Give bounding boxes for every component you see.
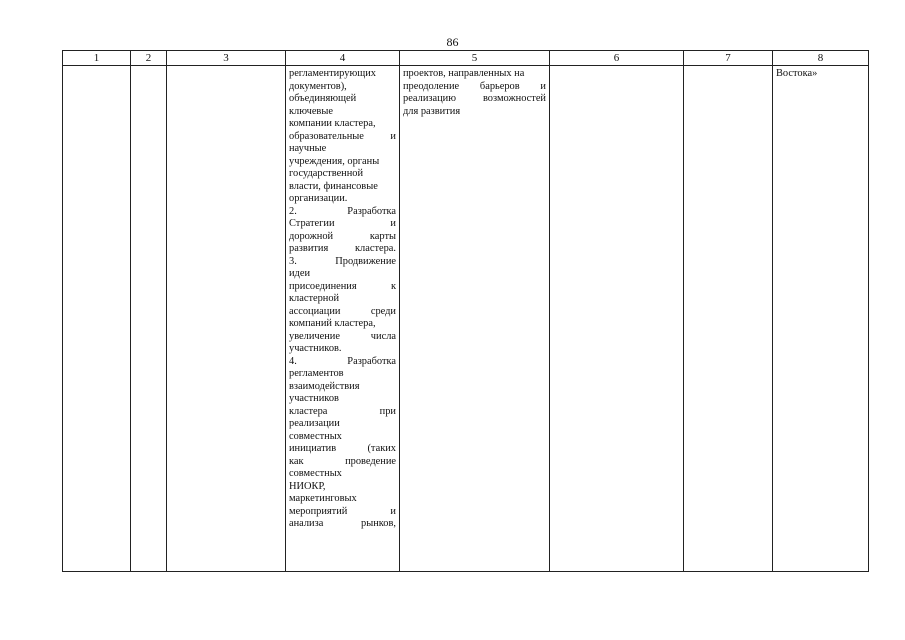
- text-line: реализацию возможностей: [403, 93, 546, 104]
- text-line: Востока»: [776, 68, 818, 79]
- text-line: ключевые: [289, 105, 333, 117]
- column-header-2: 2: [131, 51, 167, 66]
- table-row: [63, 66, 869, 572]
- column-header-6: 6: [550, 51, 684, 66]
- text-line: учреждения, органы: [289, 155, 380, 167]
- column-header-1: 1: [63, 51, 131, 66]
- text-line: кластера при: [289, 405, 396, 417]
- text-line: Стратегии и: [289, 218, 396, 229]
- column-header-4: 4: [286, 51, 400, 66]
- text-line: реализации: [289, 418, 340, 429]
- text-line: совместных: [289, 468, 342, 479]
- text-line: для развития: [403, 105, 461, 117]
- column-header-5: 5: [400, 51, 550, 66]
- text-line: документов),: [289, 80, 347, 92]
- text-line: организации.: [289, 193, 348, 204]
- col5-text: [400, 66, 549, 118]
- text-line: 4. Разработка: [289, 355, 396, 367]
- text-line: регламентов: [289, 368, 344, 379]
- table-header-row: [63, 51, 869, 66]
- text-line: 2. Разработка: [289, 205, 396, 217]
- text-line: проектов, направленных на: [403, 68, 525, 79]
- column-header-8: 8: [773, 51, 869, 66]
- document-table: [62, 50, 869, 572]
- text-line: развития кластера.: [289, 243, 396, 254]
- text-line: 3. Продвижение: [289, 255, 396, 267]
- text-line: НИОКР,: [289, 480, 326, 492]
- cell-col-2: [131, 66, 167, 572]
- text-line: взаимодействия: [289, 380, 360, 392]
- cell-col-5: [400, 66, 550, 572]
- text-line: научные: [289, 143, 327, 154]
- text-line: образовательные и: [289, 130, 396, 142]
- col4-text: [286, 66, 399, 531]
- text-line: идеи: [289, 268, 311, 279]
- text-line: маркетинговых: [289, 493, 357, 504]
- text-line: как проведение: [289, 455, 396, 467]
- text-line: кластерной: [289, 293, 340, 304]
- text-line: увеличение числа: [289, 330, 396, 342]
- col8-text: [773, 66, 868, 81]
- text-line: компании кластера,: [289, 118, 376, 129]
- page-number: 86: [446, 35, 459, 49]
- text-line: власти, финансовые: [289, 180, 378, 192]
- text-line: совместных: [289, 430, 342, 442]
- cell-col-6: [550, 66, 684, 572]
- cell-col-4: [286, 66, 400, 572]
- column-header-3: 3: [167, 51, 286, 66]
- cell-col-1: [63, 66, 131, 572]
- text-line: компаний кластера,: [289, 318, 376, 329]
- text-line: инициатив (таких: [289, 443, 396, 454]
- text-line: ассоциации среди: [289, 305, 396, 317]
- text-line: дорожной карты: [289, 230, 396, 242]
- text-line: государственной: [289, 168, 364, 179]
- text-line: мероприятий и: [289, 505, 396, 517]
- text-line: присоединения к: [289, 280, 396, 292]
- text-line: участников.: [289, 343, 342, 354]
- cell-col-3: [167, 66, 286, 572]
- text-line: преодоление барьеров и: [403, 80, 546, 92]
- cell-col-7: [684, 66, 773, 572]
- text-line: анализа рынков,: [289, 518, 396, 529]
- cell-col-8: [773, 66, 869, 572]
- text-line: участников: [289, 393, 339, 404]
- text-line: регламентирующих: [289, 68, 376, 79]
- text-line: объединяющей: [289, 93, 357, 104]
- column-header-7: 7: [684, 51, 773, 66]
